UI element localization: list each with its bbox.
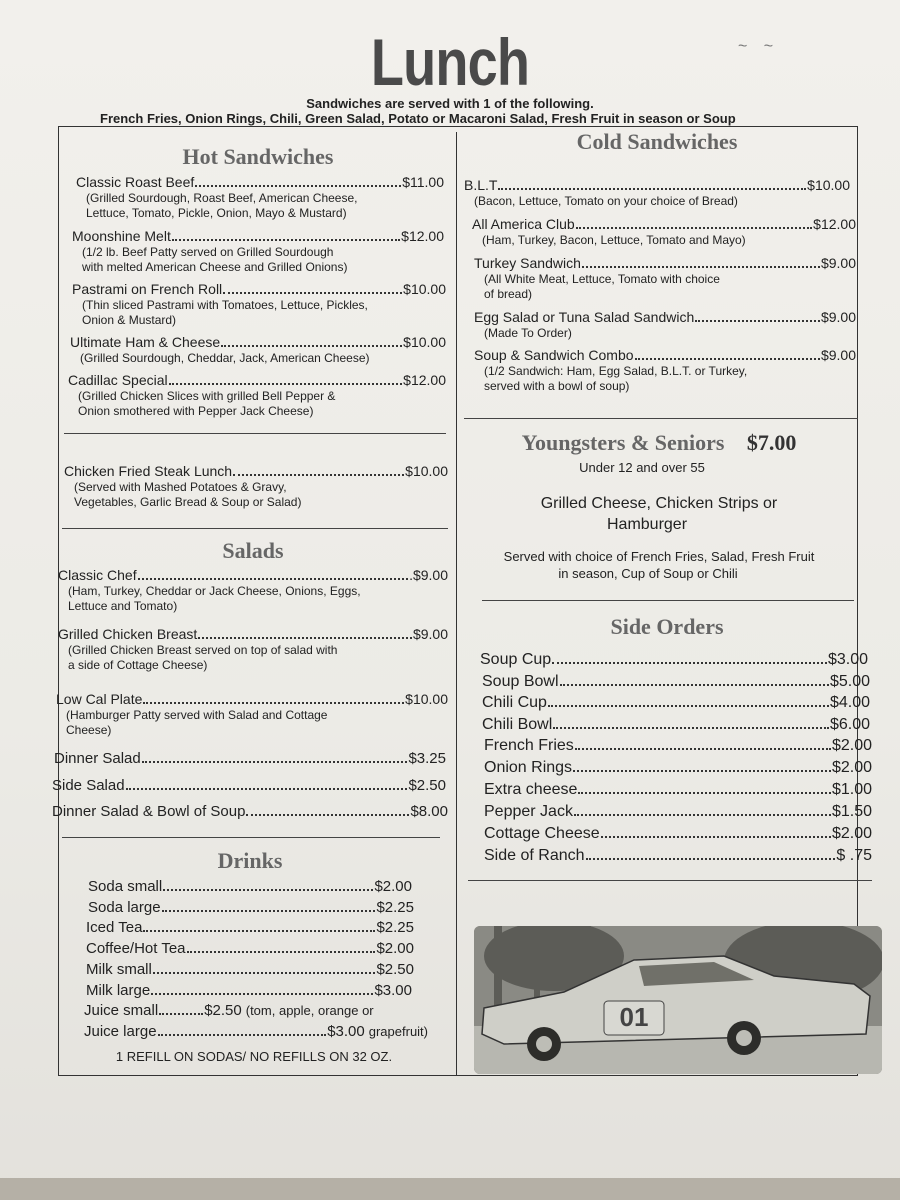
section-divider — [62, 528, 448, 529]
item-name: Cottage Cheese — [484, 825, 600, 842]
item-name: Side Salad — [52, 777, 125, 794]
item-name: Soda small — [88, 878, 163, 895]
item-price: $10.00 — [403, 334, 446, 350]
item-name: Egg Salad or Tuna Salad Sandwich — [474, 309, 695, 325]
item-price: $2.50 — [376, 961, 414, 978]
item-name: Juice large — [84, 1023, 157, 1040]
section-divider — [464, 418, 858, 419]
drinks-title: Drinks — [217, 848, 283, 873]
item-name: Milk small — [86, 961, 152, 978]
column-divider — [456, 132, 457, 1076]
menu-item — [484, 803, 872, 821]
menu-item — [68, 372, 446, 419]
item-price: $8.00 — [410, 803, 448, 820]
item-desc: Vegetables, Garlic Bread & Soup or Salad) — [74, 495, 302, 509]
menu-item — [480, 651, 868, 669]
item-name: Moonshine Melt — [72, 228, 171, 244]
menu-item — [86, 940, 414, 957]
item-price: $2.00 — [374, 878, 412, 895]
menu-item — [58, 567, 448, 614]
menu-item — [72, 228, 444, 275]
salads-title: Salads — [222, 538, 284, 563]
item-name: Side of Ranch — [484, 847, 585, 864]
item-price: $2.25 — [376, 899, 414, 916]
item-name: Dinner Salad & Bowl of Soup — [52, 803, 246, 820]
item-desc: (Hamburger Patty served with Salad and Cottage — [66, 708, 328, 722]
item-price: $5.00 — [829, 673, 870, 690]
item-desc: (All White Meat, Lettuce, Tomato with choice — [484, 272, 720, 286]
item-desc: a side of Cottage Cheese) — [68, 658, 208, 672]
youngsters-header — [462, 430, 856, 456]
item-note: (tom, apple, orange or — [245, 1003, 374, 1018]
menu-item — [86, 982, 412, 999]
item-price: $12.00 — [813, 216, 856, 232]
menu-item — [464, 177, 850, 209]
item-desc: (Served with Mashed Potatoes & Gravy, — [74, 480, 287, 494]
menu-item — [54, 750, 446, 767]
menu-item — [52, 777, 446, 794]
section-divider — [62, 837, 440, 838]
item-price: .$9.00 — [409, 567, 448, 583]
menu-item — [88, 878, 412, 895]
hot-sandwiches-title: Hot Sandwiches — [182, 144, 334, 169]
item-desc: Lettuce, Tomato, Pickle, Onion, Mayo & Mustard) — [86, 206, 347, 220]
scribble-mark: ~ ~ — [738, 38, 780, 55]
youngsters-note-1: Served with choice of French Fries, Salad, Fresh Fruit — [503, 549, 815, 564]
menu-item — [64, 463, 448, 510]
item-price: $10.00 — [405, 691, 448, 707]
intro-line-2: French Fries, Onion Rings, Chili, Green Salad, Potato or Macaroni Salad, Fresh Fruit in season or Soup — [100, 111, 736, 126]
youngsters-choices-1: Grilled Cheese, Chicken Strips or — [540, 495, 778, 512]
item-price: $3.00 — [327, 1023, 365, 1040]
item-name: Juice small — [84, 1002, 159, 1019]
item-price: $1.00 — [831, 781, 872, 798]
youngsters-choices-2: Hamburger — [606, 516, 688, 533]
section-divider — [468, 880, 872, 881]
item-name: B.L.T — [464, 177, 498, 193]
item-desc: (Bacon, Lettuce, Tomato on your choice of Bread) — [474, 194, 738, 208]
item-name: Low Cal Plate — [56, 691, 143, 707]
item-name: Milk large — [86, 982, 151, 999]
item-desc: (Ham, Turkey, Cheddar or Jack Cheese, Onions, Eggs, — [68, 584, 361, 598]
menu-item — [484, 759, 872, 777]
item-desc: Cheese) — [66, 723, 112, 737]
item-price: $4.00 — [829, 694, 870, 711]
item-price: $3.00 — [374, 982, 412, 999]
item-price: $11.00 — [402, 174, 444, 190]
item-price: $10.00 — [403, 281, 446, 297]
menu-item — [52, 803, 448, 820]
item-desc: (Grilled Chicken Breast served on top of salad with — [68, 643, 338, 657]
item-name: Extra cheese — [484, 781, 578, 798]
item-desc: Onion smothered with Pepper Jack Cheese) — [78, 404, 314, 418]
cold-sandwiches-title: Cold Sandwiches — [576, 129, 738, 154]
item-name: Coffee/Hot Tea — [86, 940, 186, 957]
menu-item — [484, 781, 872, 799]
item-name: All America Club — [472, 216, 575, 232]
item-desc: Onion & Mustard) — [82, 313, 177, 327]
item-name: Classic Roast Beef — [76, 174, 195, 190]
menu-item — [482, 694, 870, 712]
item-name: French Fries — [484, 737, 574, 754]
item-name: Soda large — [88, 899, 161, 916]
item-price: $3.00 — [827, 651, 868, 668]
menu-item — [482, 673, 870, 691]
youngsters-title: Youngsters & Seniors — [521, 430, 725, 455]
item-desc: (1/2 lb. Beef Patty served on Grilled Sourdough — [82, 245, 334, 259]
car-illustration — [474, 926, 882, 1074]
item-name: Iced Tea — [86, 919, 143, 936]
item-name: Soup & Sandwich Combo — [474, 347, 634, 363]
item-name: Pepper Jack — [484, 803, 573, 820]
youngsters-note-2: in season, Cup of Soup or Chili — [558, 566, 738, 581]
item-price: $12.00 — [403, 372, 446, 388]
intro-line-1: Sandwiches are served with 1 of the following. — [306, 96, 594, 111]
item-price: $2.00 — [831, 825, 872, 842]
section-divider — [482, 600, 854, 601]
menu-item — [472, 216, 856, 248]
menu-item — [474, 309, 856, 341]
menu-item — [86, 961, 414, 978]
item-desc: (Ham, Turkey, Bacon, Lettuce, Tomato and Mayo) — [482, 233, 746, 247]
menu-item — [86, 919, 414, 936]
item-desc: (Thin sliced Pastrami with Tomatoes, Lettuce, Pickles, — [82, 298, 368, 312]
menu-item — [72, 281, 446, 328]
item-name: Soup Cup — [480, 651, 552, 668]
item-name: Classic Chef — [58, 567, 137, 583]
menu-item — [56, 691, 448, 738]
item-price: $9.00 — [820, 255, 856, 271]
car-photo — [474, 926, 882, 1074]
item-price: $10.00 — [807, 177, 850, 193]
menu-item — [482, 716, 870, 734]
item-name: Chili Cup — [482, 694, 547, 711]
item-desc: of bread) — [484, 287, 533, 301]
menu-item — [484, 847, 872, 865]
item-price: $2.25 — [376, 919, 414, 936]
youngsters-price: $7.00 — [746, 430, 797, 455]
menu-item — [58, 626, 448, 673]
section-divider — [64, 433, 446, 434]
item-desc: Lettuce and Tomato) — [68, 599, 178, 613]
item-price: $2.50 — [408, 777, 446, 794]
menu-item — [76, 174, 444, 221]
item-price: $ .75 — [836, 847, 872, 864]
item-name: Cadillac Special — [68, 372, 168, 388]
item-price: $3.25 — [408, 750, 446, 767]
item-price: $12.00 — [401, 228, 444, 244]
menu-item — [70, 334, 446, 366]
item-desc: with melted American Cheese and Grilled Onions) — [82, 260, 348, 274]
item-price: $10.00 — [405, 463, 448, 479]
item-name: Pastrami on French Roll — [72, 281, 223, 297]
menu-item — [484, 825, 872, 843]
page-title: Lunch — [370, 25, 530, 99]
item-price: $9.00 — [820, 347, 856, 363]
menu-item — [84, 1023, 428, 1040]
menu-item — [474, 347, 856, 394]
menu-item — [484, 737, 872, 755]
item-desc: (Grilled Sourdough, Roast Beef, American Cheese, — [86, 191, 358, 205]
menu-item — [84, 1002, 428, 1019]
item-note: grapefruit) — [368, 1024, 428, 1039]
item-name: Onion Rings — [484, 759, 573, 776]
item-name: Ultimate Ham & Cheese — [70, 334, 221, 350]
item-desc: (Grilled Sourdough, Cheddar, Jack, American Cheese) — [80, 351, 370, 365]
side-orders-title: Side Orders — [610, 614, 724, 639]
item-price: $2.00 — [831, 759, 872, 776]
item-name: Turkey Sandwich — [474, 255, 581, 271]
item-name: Chicken Fried Steak Lunch — [64, 463, 233, 479]
item-desc: (1/2 Sandwich: Ham, Egg Salad, B.L.T. or Turkey, — [484, 364, 748, 378]
item-desc: (Grilled Chicken Slices with grilled Bell Pepper & — [78, 389, 336, 403]
item-desc: (Made To Order) — [484, 326, 572, 340]
menu-item — [88, 899, 414, 916]
car-number: 01 — [619, 1002, 649, 1032]
item-price: $6.00 — [829, 716, 870, 733]
drinks-footer: 1 REFILL ON SODAS/ NO REFILLS ON 32 OZ. — [115, 1049, 393, 1064]
item-price: $2.00 — [831, 737, 872, 754]
item-price: $9.00 — [412, 626, 448, 642]
item-price: $2.00 — [376, 940, 414, 957]
item-name: Grilled Chicken Breast — [58, 626, 198, 642]
item-price: $9.00 — [820, 309, 856, 325]
item-name: Chili Bowl — [482, 716, 553, 733]
item-price: $2.50 — [204, 1002, 242, 1019]
item-name: Soup Bowl — [482, 673, 559, 690]
item-desc: served with a bowl of soup) — [484, 379, 630, 393]
item-name: Dinner Salad — [54, 750, 141, 767]
menu-item — [474, 255, 856, 302]
youngsters-subtitle: Under 12 and over 55 — [579, 460, 705, 475]
item-price: $1.50 — [831, 803, 872, 820]
